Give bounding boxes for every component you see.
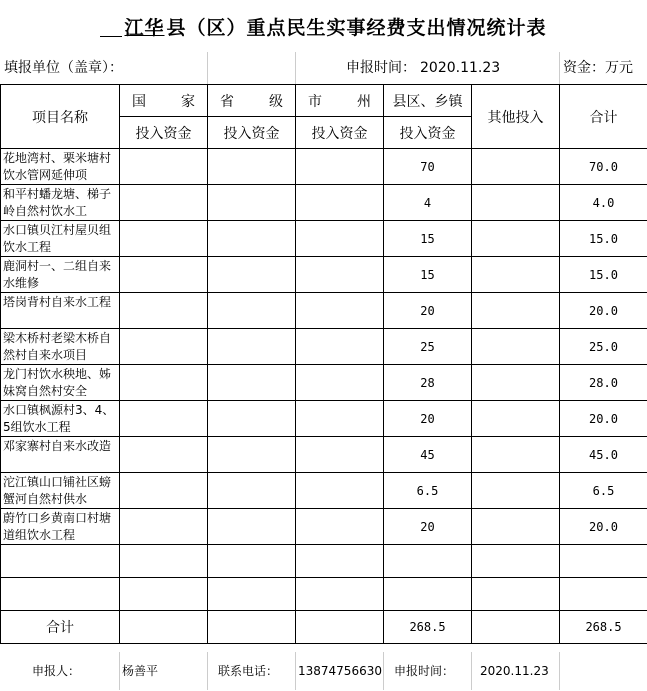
empty-cell — [120, 437, 208, 473]
empty-cell — [296, 365, 384, 401]
empty-cell — [296, 437, 384, 473]
empty-cell — [120, 185, 208, 221]
expenditure-table — [0, 84, 647, 644]
empty-cell — [472, 257, 560, 293]
row-total: 20.0 — [560, 509, 647, 545]
row-project-name — [1, 185, 120, 221]
row-project-name-text: 花地湾村、栗米塘村饮水管网延伸项 — [3, 150, 112, 182]
header-row-1 — [1, 85, 647, 117]
empty-cell — [208, 257, 296, 293]
row-total: 15.0 — [560, 257, 647, 293]
empty-cell — [208, 401, 296, 437]
row-project-name-text: 水口镇贝江村屋贝组饮水工程 — [3, 222, 112, 254]
row-total: 25.0 — [560, 329, 647, 365]
header-invest-city: 投入资金 — [296, 117, 384, 149]
row-project-name — [1, 149, 120, 185]
header-provincial-a: 省 — [220, 93, 234, 110]
empty-cell — [208, 221, 296, 257]
empty-cell — [296, 473, 384, 509]
empty-cell — [120, 149, 208, 185]
row-project-name-text: 水口镇枫源村3、4、5组饮水工程 — [3, 402, 115, 434]
table-row — [1, 149, 647, 185]
unit-label: 填报单位（盖章）： — [4, 60, 123, 76]
row-county-invest: 20 — [384, 401, 472, 437]
row-county-invest: 4 — [384, 185, 472, 221]
summary-total: 268.5 — [560, 611, 647, 644]
empty-cell — [296, 185, 384, 221]
row-total: 28.0 — [560, 365, 647, 401]
header-national — [120, 85, 208, 117]
empty-cell — [120, 293, 208, 329]
empty-cell — [296, 329, 384, 365]
header-city-a: 市 — [308, 93, 322, 110]
empty-cell — [120, 221, 208, 257]
row-project-name-text: 梁木桥村老梁木桥自然村自来水项目 — [3, 330, 112, 362]
table-row — [1, 185, 647, 221]
empty-cell — [472, 329, 560, 365]
footer-time-label: 申报时间： — [394, 664, 455, 678]
summary-row — [1, 611, 647, 644]
title-county: 江华 — [124, 17, 165, 39]
header-invest-national: 投入资金 — [120, 117, 208, 149]
row-county-invest: 20 — [384, 293, 472, 329]
info-bar — [0, 52, 647, 84]
title-rest: 县（区）重点民生实事经费支出情况统计表 — [166, 17, 547, 39]
table-row — [1, 293, 647, 329]
empty-cell — [472, 149, 560, 185]
empty-row — [1, 545, 647, 578]
empty-cell — [208, 185, 296, 221]
header-invest-county: 投入资金 — [384, 117, 472, 149]
row-county-invest: 15 — [384, 257, 472, 293]
table-row — [1, 257, 647, 293]
empty-cell — [472, 293, 560, 329]
empty-cell — [120, 365, 208, 401]
row-project-name-text: 邓家寨村自来水改造 — [3, 438, 112, 453]
currency-label: 资金：万元 — [563, 60, 633, 76]
empty-cell — [472, 365, 560, 401]
empty-cell — [208, 509, 296, 545]
row-total: 45.0 — [560, 437, 647, 473]
report-time-label: 申报时间： — [346, 60, 416, 76]
empty-cell — [120, 401, 208, 437]
empty-cell — [208, 329, 296, 365]
empty-cell — [296, 293, 384, 329]
row-project-name-text: 蔚竹口乡黄南口村塘道组饮水工程 — [3, 510, 112, 542]
phone-label: 联系电话： — [218, 664, 279, 678]
empty-cell — [120, 473, 208, 509]
empty-cell — [208, 473, 296, 509]
row-project-name — [1, 221, 120, 257]
row-total: 20.0 — [560, 401, 647, 437]
row-project-name — [1, 365, 120, 401]
empty-cell — [120, 329, 208, 365]
row-project-name-text: 塔岗背村自来水工程 — [3, 294, 112, 309]
header-provincial-b: 级 — [269, 93, 283, 110]
empty-row — [1, 578, 647, 611]
row-county-invest: 70 — [384, 149, 472, 185]
empty-cell — [472, 473, 560, 509]
table-body — [1, 149, 647, 545]
applicant-name: 杨善平 — [122, 664, 159, 678]
table-row — [1, 473, 647, 509]
row-county-invest: 45 — [384, 437, 472, 473]
header-city — [296, 85, 384, 117]
row-project-name — [1, 401, 120, 437]
row-project-name — [1, 509, 120, 545]
header-project-name: 项目名称 — [1, 85, 120, 149]
header-provincial — [208, 85, 296, 117]
header-city-b: 州 — [357, 93, 371, 110]
footer — [0, 652, 647, 690]
header-invest-provincial: 投入资金 — [208, 117, 296, 149]
summary-label: 合计 — [1, 611, 120, 644]
row-project-name — [1, 437, 120, 473]
empty-cell — [296, 257, 384, 293]
row-total: 4.0 — [560, 185, 647, 221]
row-project-name-text: 鹿洞村一、二组自来水维修 — [3, 258, 112, 290]
title-underline-pad — [100, 14, 122, 37]
row-project-name — [1, 293, 120, 329]
phone-value: 13874756630 — [298, 664, 382, 678]
header-national-a: 国 — [132, 93, 146, 110]
applicant-label: 申报人： — [32, 664, 81, 678]
row-project-name — [1, 329, 120, 365]
table-row — [1, 437, 647, 473]
report-time-value: 2020.11.23 — [420, 60, 501, 76]
empty-cell — [472, 401, 560, 437]
empty-cell — [472, 509, 560, 545]
row-project-name-text: 沱江镇山口铺社区螃蟹河自然村供水 — [3, 474, 112, 506]
row-county-invest: 20 — [384, 509, 472, 545]
row-total: 70.0 — [560, 149, 647, 185]
header-county: 县区、乡镇 — [384, 85, 472, 117]
table-row — [1, 221, 647, 257]
header-other: 其他投入 — [472, 85, 560, 149]
empty-cell — [472, 185, 560, 221]
empty-cell — [472, 221, 560, 257]
row-county-invest: 15 — [384, 221, 472, 257]
header-national-b: 家 — [181, 93, 195, 110]
table-row — [1, 401, 647, 437]
empty-cell — [472, 437, 560, 473]
row-project-name-text: 龙门村饮水秧地、姊妹窝自然村安全 — [3, 366, 112, 398]
row-total: 15.0 — [560, 221, 647, 257]
empty-cell — [296, 509, 384, 545]
empty-cell — [208, 293, 296, 329]
row-county-invest: 6.5 — [384, 473, 472, 509]
page-title — [0, 8, 647, 48]
table-row — [1, 365, 647, 401]
table-row — [1, 329, 647, 365]
summary-county: 268.5 — [384, 611, 472, 644]
table-row — [1, 509, 647, 545]
row-project-name — [1, 257, 120, 293]
empty-cell — [120, 509, 208, 545]
empty-cell — [208, 437, 296, 473]
row-project-name — [1, 473, 120, 509]
row-county-invest: 28 — [384, 365, 472, 401]
row-project-name-text: 和平村蟠龙塘、梯子岭自然村饮水工 — [3, 186, 112, 218]
footer-time-value: 2020.11.23 — [480, 664, 549, 678]
empty-cell — [296, 401, 384, 437]
empty-cell — [296, 221, 384, 257]
empty-cell — [208, 365, 296, 401]
row-county-invest: 25 — [384, 329, 472, 365]
row-total: 6.5 — [560, 473, 647, 509]
header-total: 合计 — [560, 85, 647, 149]
empty-cell — [120, 257, 208, 293]
empty-cell — [208, 149, 296, 185]
row-total: 20.0 — [560, 293, 647, 329]
empty-cell — [296, 149, 384, 185]
